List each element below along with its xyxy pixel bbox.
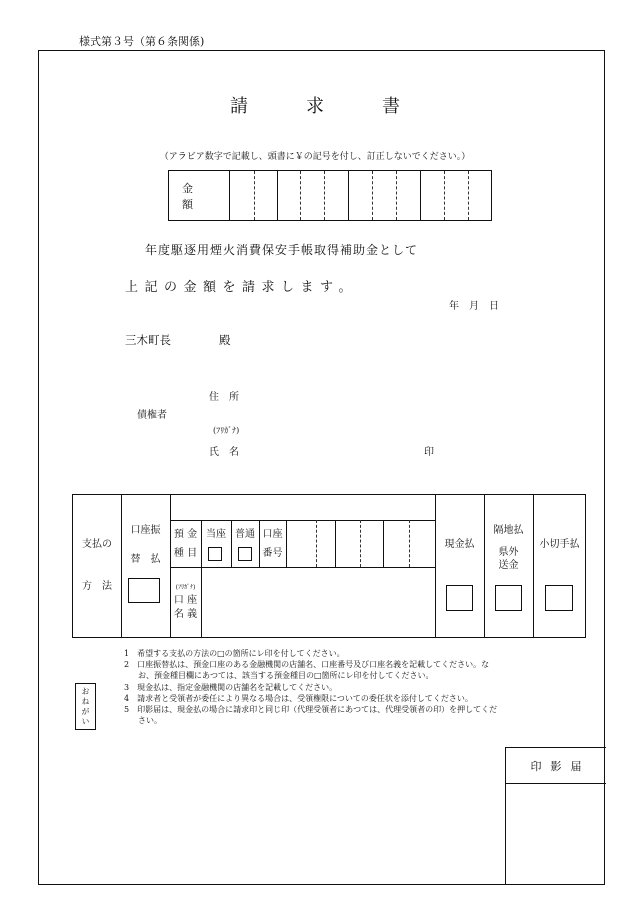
digit-divider [420, 171, 421, 220]
page-title: 請求書 [230, 96, 458, 117]
savings-checkbox[interactable] [238, 547, 252, 561]
date-label: 年 月 日 [449, 301, 499, 312]
payment-table [72, 494, 586, 638]
digit-divider [324, 171, 325, 220]
amount-label: 金額 [168, 170, 230, 221]
note-item: 2 口座振替払は、預金口座のある金融機関の店舗名、口座番号及び口座名義を記載してください。なお、預金種目欄にあつては、該当する預金種目の□箇所にレ印を付してください。 [124, 660, 490, 681]
remote-label: 県外 [498, 547, 519, 558]
furigana-label: (ﾌﾘｶﾞﾅ) [213, 426, 240, 435]
seal-registration-box[interactable] [505, 747, 606, 885]
transfer-label: 口座振 [130, 525, 161, 536]
check-checkbox[interactable] [545, 585, 573, 611]
digit-divider [468, 171, 469, 220]
remote-label: 隔地払 [493, 525, 524, 536]
digit-divider [277, 171, 278, 220]
request-line: 上記の金額を請求します。 [125, 280, 358, 295]
purpose-line: 年度駆逐用煙火消費保安手帳取得補助金として [145, 243, 419, 257]
account-holder-label: 口 座 [173, 595, 198, 606]
savings-label: 普通 [235, 529, 255, 540]
transfer-label: 替 払 [130, 554, 161, 565]
notes-list [124, 648, 504, 726]
payment-method-label: 支払の [82, 539, 112, 550]
address-label: 住 所 [209, 392, 239, 403]
remote-label: 送金 [498, 560, 519, 571]
cash-checkbox[interactable] [446, 585, 473, 611]
addressee: 三木町長 [125, 333, 171, 347]
digit-divider [372, 171, 373, 220]
note-item: 4 請求者と受領者が委任により異なる場合は、受領権限についての委任状を添付してください。 [124, 693, 473, 703]
form-number: 様式第３号（第６条関係) [79, 35, 205, 48]
note-item: 1 希望する支払の方法の□の箇所にレ印を付してください。 [124, 649, 345, 658]
remote-checkbox[interactable] [495, 585, 522, 611]
checking-checkbox[interactable] [208, 547, 222, 561]
note-item: 3 現金払は、指定金融機関の店舗名を記載してください。 [124, 682, 338, 692]
digit-divider [300, 171, 301, 220]
deposit-type-label: 預 金 [173, 529, 198, 540]
account-holder-label: 名 義 [173, 609, 198, 620]
digit-divider [444, 171, 445, 220]
transfer-checkbox[interactable] [128, 578, 160, 603]
amount-instruction: （アラビア数字で記載し、頭書に￥の記号を付し、訂正しないでください。） [159, 152, 471, 162]
name-label: 氏 名 [209, 447, 239, 458]
cash-label: 現金払 [444, 539, 475, 550]
claimant-label: 債権者 [137, 410, 167, 421]
account-number-label: 番号 [262, 548, 283, 559]
digit-divider [254, 171, 255, 220]
checking-label: 当座 [206, 529, 226, 540]
payment-method-label: 方 法 [82, 581, 112, 592]
deposit-type-label: 種 目 [173, 548, 198, 559]
note-item: 5 印影届は、現金払の場合に請求印と同じ印（代理受領者にあつては、代理受領者の印）を押してください。 [124, 705, 498, 726]
holder-furigana-label: (ﾌﾘｶﾞﾅ) [175, 584, 196, 591]
seal-mark: 印 [424, 447, 434, 458]
please-label: おねがい [75, 683, 96, 730]
check-label: 小切手払 [539, 539, 580, 550]
digit-divider [396, 171, 397, 220]
seal-registration-label: 印影届 [506, 748, 606, 784]
digit-divider [348, 171, 349, 220]
account-number-label: 口座 [262, 529, 283, 540]
honorific: 殿 [219, 333, 231, 347]
